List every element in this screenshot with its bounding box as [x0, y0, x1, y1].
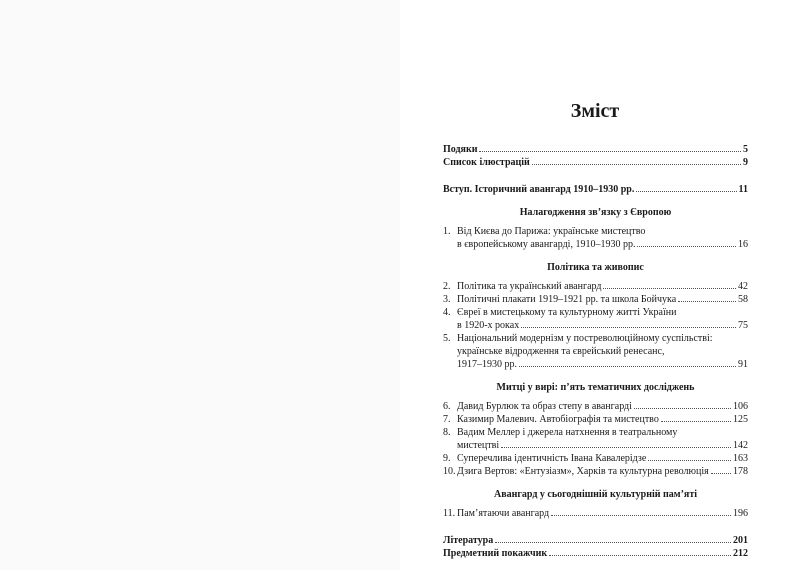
toc-entry-acknowledgements[interactable]	[443, 143, 748, 156]
toc-entry-label: в європейському авангарді, 1910–1930 рр.	[457, 239, 636, 250]
chapter-number: 8.	[443, 427, 451, 438]
toc-entry-chapter-4[interactable]	[443, 306, 748, 332]
toc-entry-label: в 1920-х роках	[457, 320, 520, 331]
page-title: Зміст	[570, 100, 620, 122]
leader-dots	[521, 327, 736, 328]
toc-entry-chapter-10[interactable]	[443, 465, 748, 478]
leader-dots	[549, 555, 731, 556]
toc-entry-label: Список ілюстрацій	[443, 157, 530, 168]
toc-page-number: 125	[733, 414, 748, 425]
section-heading: Митці у вирі: п’ять тематичних досліджень	[496, 382, 695, 393]
leader-dots	[495, 542, 731, 543]
toc-entry-label: Вадим Меллер і джерела натхнення в театральному	[457, 427, 678, 438]
leader-dots	[636, 191, 736, 192]
leader-dots	[661, 421, 731, 422]
leader-dots	[603, 288, 736, 289]
toc-entry-chapter-2[interactable]	[443, 280, 748, 293]
toc-entry-chapter-9[interactable]	[443, 452, 748, 465]
toc-entry-label: Казимир Малевич. Автобіографія та мистецтво	[457, 414, 659, 425]
toc-entry-label: Політичні плакати 1919–1921 рр. та школа Бойчука	[457, 294, 677, 305]
toc-entry-chapter-6[interactable]	[443, 400, 748, 413]
section-heading: Налагодження зв’язку з Європою	[519, 207, 672, 218]
toc-entry-chapter-1[interactable]	[443, 225, 748, 251]
toc-page-number: 75	[738, 320, 748, 331]
chapter-number: 1.	[443, 226, 451, 237]
chapter-number: 2.	[443, 281, 451, 292]
leader-dots	[711, 473, 731, 474]
chapter-number: 7.	[443, 414, 451, 425]
toc-page-number: 11	[738, 184, 748, 195]
chapter-number: 9.	[443, 453, 451, 464]
toc-page-number: 178	[733, 466, 748, 477]
toc-entry-label: мистецтві	[457, 440, 500, 451]
toc-page-number: 5	[743, 144, 748, 155]
leader-dots	[532, 164, 741, 165]
toc-entry-chapter-3[interactable]	[443, 293, 748, 306]
toc-page-number: 142	[733, 440, 748, 451]
chapter-number: 11.	[443, 508, 456, 519]
toc-page-number: 16	[738, 239, 748, 250]
toc-page-number: 196	[733, 508, 748, 519]
toc-page-number: 58	[738, 294, 748, 305]
toc-page-number: 106	[733, 401, 748, 412]
chapter-number: 10.	[443, 466, 456, 477]
toc-entry-introduction[interactable]	[443, 183, 748, 196]
toc-entry-label: 1917–1930 рр.	[457, 359, 517, 370]
toc-entry-label: Політика та український авангард	[457, 281, 602, 292]
leader-dots	[637, 246, 736, 247]
toc-entry-label: Євреї в мистецькому та культурному житті України	[457, 307, 677, 318]
toc-page-number: 201	[733, 535, 748, 546]
leader-dots	[501, 447, 731, 448]
toc-entry-label: Література	[443, 535, 494, 546]
toc-page-number: 42	[738, 281, 748, 292]
leader-dots	[634, 408, 731, 409]
section-heading: Політика та живопис	[547, 262, 644, 273]
leader-dots	[519, 366, 736, 367]
toc-entry-chapter-7[interactable]	[443, 413, 748, 426]
toc-entry-label: Від Києва до Парижа: українське мистецтво	[457, 226, 646, 237]
toc-entry-index[interactable]	[443, 547, 748, 560]
leader-dots	[551, 515, 731, 516]
leader-dots	[479, 151, 741, 152]
table-of-contents	[443, 143, 748, 560]
toc-entry-label: Суперечлива ідентичність Івана Кавалерідзе	[457, 453, 647, 464]
toc-entry-illustrations[interactable]	[443, 156, 748, 169]
toc-entry-label: Подяки	[443, 144, 478, 155]
toc-entry-bibliography[interactable]	[443, 534, 748, 547]
chapter-number: 3.	[443, 294, 451, 305]
toc-page-number: 212	[733, 548, 748, 559]
leader-dots	[678, 301, 736, 302]
toc-entry-chapter-8[interactable]	[443, 426, 748, 452]
toc-page-number: 91	[738, 359, 748, 370]
chapter-number: 4.	[443, 307, 451, 318]
chapter-number: 6.	[443, 401, 451, 412]
toc-page-number: 163	[733, 453, 748, 464]
section-heading: Авангард у сьогоднішній культурній пам’яті	[493, 489, 698, 500]
toc-entry-label: українське відродження та єврейський ренесанс,	[457, 346, 665, 357]
toc-entry-label: Предметний покажчик	[443, 548, 548, 559]
toc-entry-label: Пам’ятаючи авангард	[457, 508, 550, 519]
toc-entry-chapter-11[interactable]	[443, 507, 748, 520]
toc-page-number: 9	[743, 157, 748, 168]
leader-dots	[648, 460, 731, 461]
toc-entry-label: Дзига Вертов: «Ентузіазм», Харків та культурна революція	[457, 466, 709, 477]
chapter-number: 5.	[443, 333, 451, 344]
toc-entry-chapter-5[interactable]	[443, 332, 748, 371]
toc-entry-label: Вступ. Історичний авангард 1910–1930 рр.	[443, 184, 635, 195]
toc-entry-label: Національний модернізм у постреволюційному суспільстві:	[457, 333, 713, 344]
toc-entry-label: Давид Бурлюк та образ степу в авангарді	[457, 401, 632, 412]
